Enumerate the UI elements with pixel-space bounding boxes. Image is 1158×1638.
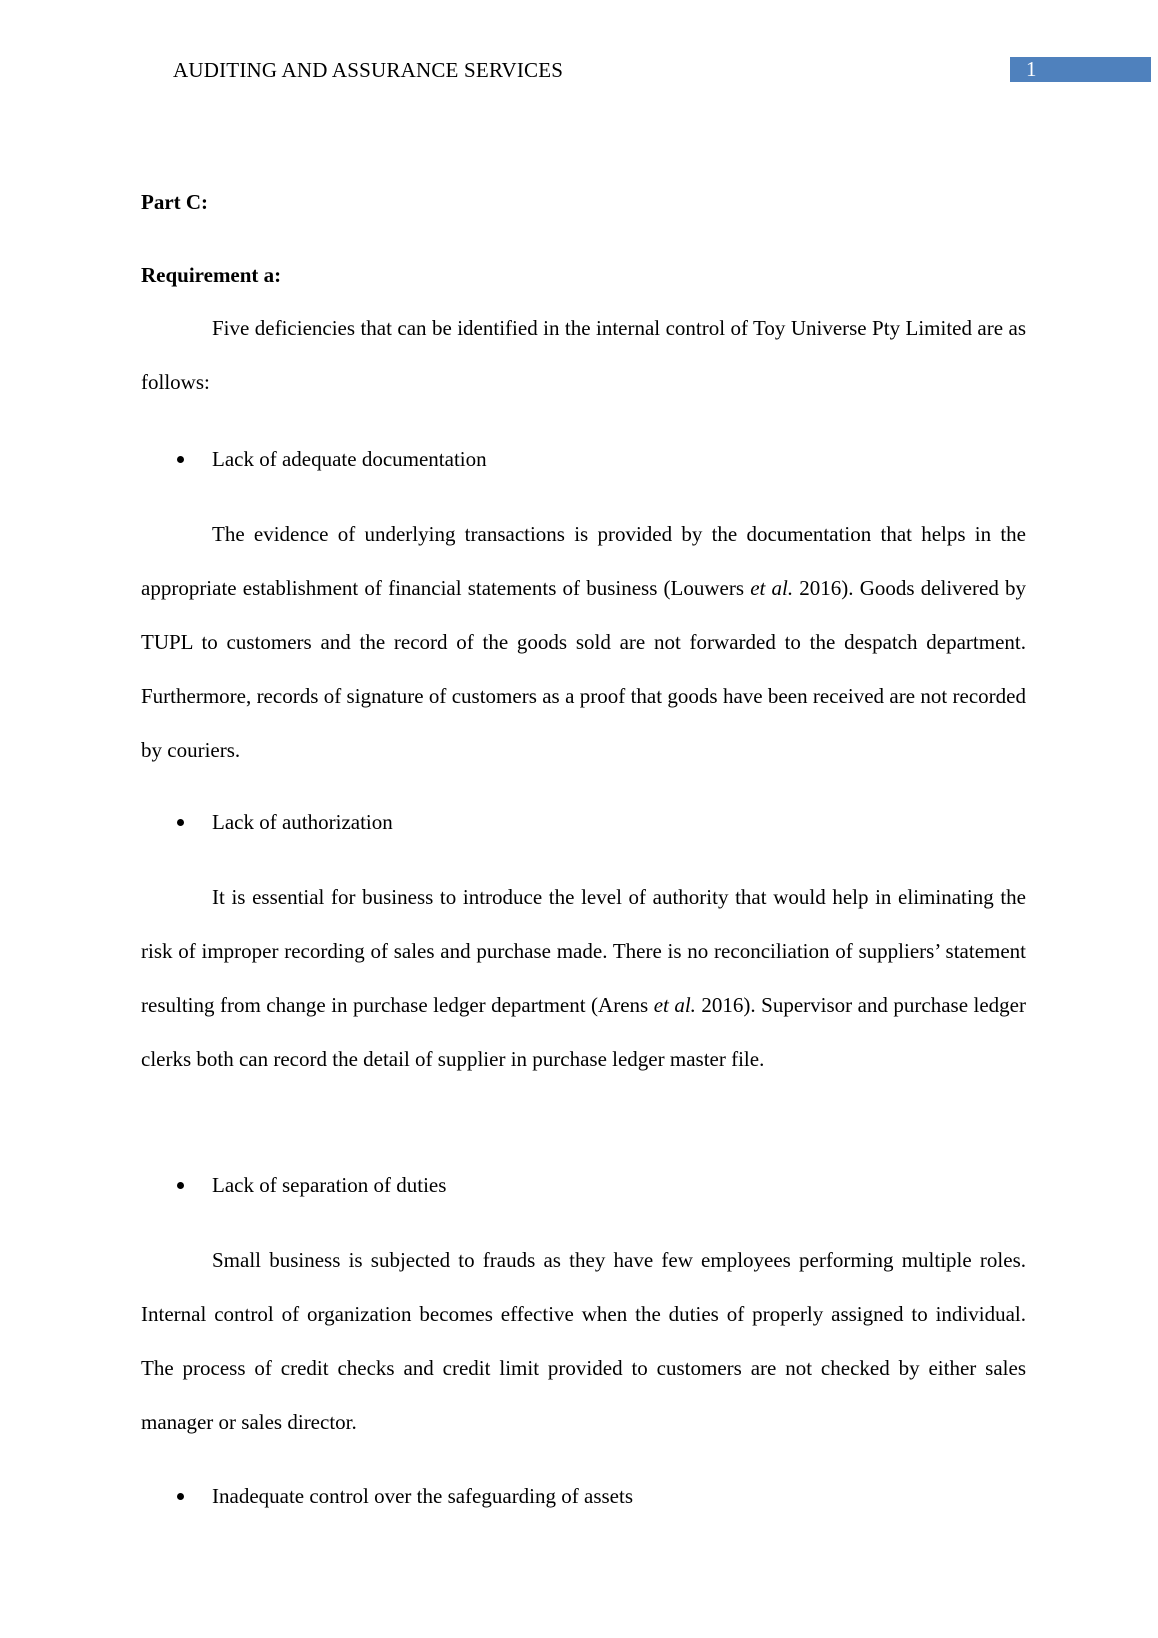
part-heading: Part C: <box>141 190 209 214</box>
paragraph-text: The evidence of underlying transactions is provided by the documentation that helps in the appropriate establishment of financial statements of business (Louwers <box>141 522 1026 600</box>
bullet-item <box>177 1483 633 1509</box>
page-number-badge <box>1010 57 1151 82</box>
paragraph-text: 2016). Supervisor and purchase ledger clerks both can record the detail of supplier in purchase ledger master file. <box>141 993 1026 1071</box>
body-paragraph: Small business is subjected to frauds as they have few employees performing multiple roles. Internal control of organization becomes effective when the duties of properly assigned to individual. The process of credit checks and credit limit provided to customers are not checked by either sales manager or sales director. <box>141 1248 1026 1434</box>
bullet-label: Lack of authorization <box>212 810 393 834</box>
bullet-item <box>177 809 393 835</box>
body-paragraph <box>141 870 1026 1086</box>
requirement-heading: Requirement a: <box>141 263 282 287</box>
bullet-item <box>177 1172 446 1198</box>
paragraph-text: It is essential for business to introduce the level of authority that would help in eliminating the risk of improper recording of sales and purchase made. There is no reconciliation of suppliers’ statement resulting from change in purchase ledger department (Arens <box>141 885 1026 1017</box>
bullet-item <box>177 446 487 472</box>
bullet-label: Inadequate control over the safeguarding of assets <box>212 1484 634 1508</box>
bullet-icon <box>177 819 184 826</box>
page-number: 1 <box>1026 57 1037 81</box>
citation-etal: et al. <box>653 993 696 1017</box>
bullet-icon <box>177 1493 184 1500</box>
bullet-label: Lack of separation of duties <box>212 1173 447 1197</box>
bullet-icon <box>177 456 184 463</box>
bullet-icon <box>177 1182 184 1189</box>
intro-paragraph: Five deficiencies that can be identified in the internal control of Toy Universe Pty Limited are as follows: <box>141 316 1026 394</box>
running-header-title: AUDITING AND ASSURANCE SERVICES <box>173 58 564 82</box>
citation-etal: et al. <box>750 576 794 600</box>
paragraph-text: 2016). Goods delivered by TUPL to customers and the record of the goods sold are not forwarded to the despatch department. Furthermore, records of signature of customers as a proof that goods have been received are not recorded by couriers. <box>141 576 1026 762</box>
bullet-label: Lack of adequate documentation <box>212 447 487 471</box>
body-paragraph <box>141 507 1026 777</box>
